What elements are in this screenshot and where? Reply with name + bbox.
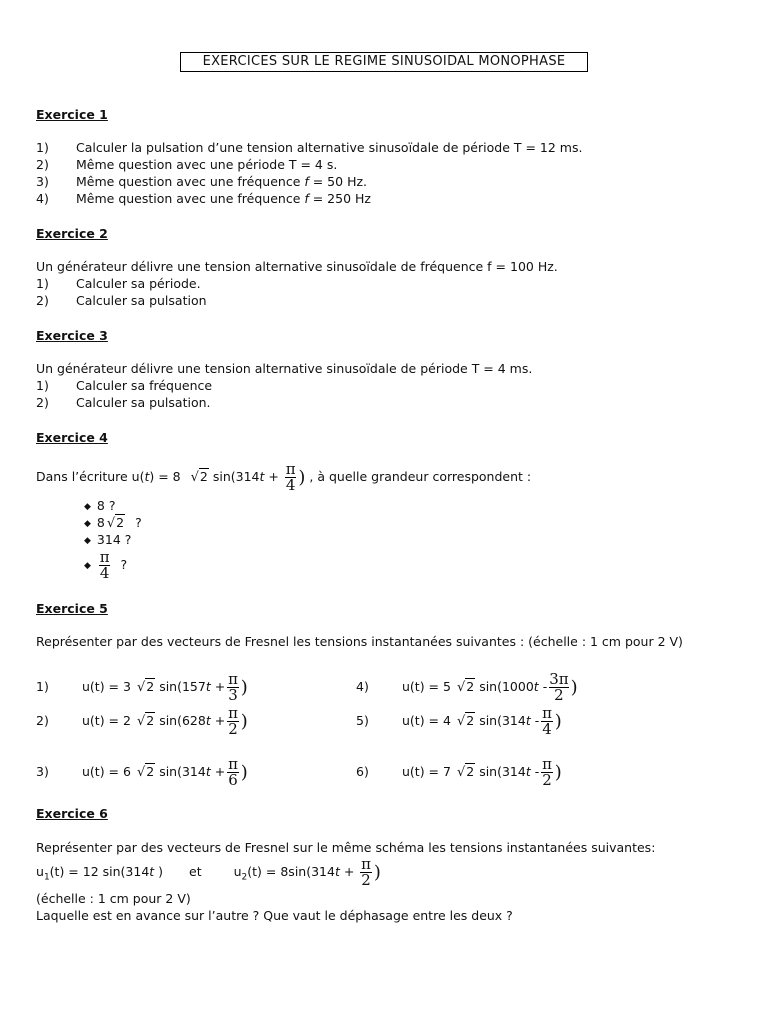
ex5-eq-num: π [228, 704, 238, 722]
ex5-eq-number: 1) [36, 679, 49, 694]
ex5-eq-num: π [542, 755, 552, 773]
ex2-q1-number: 1) [36, 276, 49, 291]
ex5-equation-5 [356, 706, 562, 737]
ex5-equation-6 [356, 757, 562, 788]
ex1-question-1 [36, 140, 582, 155]
ex5-eq-amplitude: u(t) = 5 [402, 679, 451, 694]
ex5-eq-close: ) [240, 677, 248, 698]
ex4-b2-sqrt-value: 2 [116, 515, 125, 530]
ex5-eq-sqrt-value: 2 [466, 764, 475, 779]
ex4-bullet-1 [84, 498, 115, 513]
ex5-eq-operator: - [534, 713, 540, 728]
ex5-eq-amplitude: u(t) = 3 [82, 679, 131, 694]
ex5-eq-fraction [541, 757, 553, 788]
ex6-question: Laquelle est en avance sur l’autre ? Que vaut le déphasage entre les deux ? [36, 908, 513, 923]
ex5-eq-amplitude: u(t) = 6 [82, 764, 131, 779]
ex1-q4-text: Même question avec une fréquence [76, 191, 305, 206]
ex5-eq-fraction [227, 757, 239, 788]
ex4-b2-text: 8 [96, 515, 105, 530]
ex6-u2-t: t [334, 864, 340, 879]
ex5-eq-den: 3 [228, 686, 238, 704]
ex5-eq-fraction [541, 706, 553, 737]
ex4-b4-fraction [99, 550, 111, 581]
ex5-eq-number: 6) [356, 764, 369, 779]
ex5-eq-sqrt: √2 [136, 679, 155, 695]
ex4-var-t2: t [259, 469, 265, 484]
ex5-eq-operator: + [214, 764, 226, 779]
ex5-eq-t: t [525, 713, 531, 728]
ex5-eq-operator: + [214, 713, 226, 728]
ex5-equation-4 [356, 672, 578, 703]
ex5-eq-number: 5) [356, 713, 369, 728]
ex5-eq-amplitude: u(t) = 2 [82, 713, 131, 728]
ex3-q1-text: Calculer sa fréquence [76, 378, 213, 393]
ex2-question-1 [36, 276, 201, 291]
ex2-q2-text: Calculer sa pulsation [76, 293, 207, 308]
ex5-eq-t: t [205, 713, 211, 728]
ex4-bullet-2 [84, 515, 142, 531]
ex4-intro [36, 462, 531, 493]
ex2-q2-number: 2) [36, 293, 49, 308]
ex6-u2-sub: 2 [241, 872, 248, 883]
ex6-u2-plus: + [339, 864, 355, 879]
ex4-sqrt: √2 [190, 469, 208, 485]
ex4-bullet-3 [84, 532, 131, 547]
ex4-plus: + [264, 469, 279, 484]
ex3-q2-number: 2) [36, 395, 49, 410]
ex5-eq-sin: sin(314 [479, 713, 526, 728]
ex5-eq-sqrt-value: 2 [146, 764, 155, 779]
ex4-b4-den: 4 [99, 564, 110, 582]
ex5-eq-close: ) [240, 762, 248, 783]
bullet-icon: ◆ [84, 518, 91, 529]
ex1-q3-number: 3) [36, 174, 49, 189]
ex4-close-paren: ) [298, 467, 306, 488]
ex5-eq-sin: sin(314 [159, 764, 206, 779]
ex4-amplitude: ) = 8 [149, 469, 181, 484]
exercise-2-heading: Exercice 2 [36, 226, 108, 241]
ex5-eq-fraction [227, 672, 239, 703]
ex5-intro: Représenter par des vecteurs de Fresnel les tensions instantanées suivantes : (échelle : 1 cm pour 2 V) [36, 634, 683, 649]
ex4-b2-sqrt: √2 [106, 515, 125, 531]
ex6-u1-expr: (t) = 12 sin(314 [49, 864, 150, 879]
ex5-eq-sqrt-value: 2 [466, 679, 475, 694]
ex5-eq-num: π [228, 670, 238, 688]
ex3-question-1 [36, 378, 212, 393]
ex6-intro: Représenter par des vecteurs de Fresnel sur le même schéma les tensions instantanées suivantes: [36, 840, 656, 855]
ex5-equation-2 [36, 706, 248, 737]
ex5-eq-fraction [227, 706, 239, 737]
ex5-eq-amplitude: u(t) = 4 [402, 713, 451, 728]
ex5-eq-num: π [228, 755, 238, 773]
page-title: EXERCICES SUR LE REGIME SINUSOIDAL MONOPHASE [180, 52, 588, 72]
ex5-eq-close: ) [570, 677, 578, 698]
ex1-q4-var: f [304, 191, 309, 206]
ex6-u2-close-paren: ) [373, 862, 381, 883]
ex4-var-t: t [144, 469, 150, 484]
ex4-bullet-4 [84, 550, 127, 581]
ex4-b4-num: π [99, 548, 110, 566]
ex5-eq-amplitude: u(t) = 7 [402, 764, 451, 779]
exercise-4-heading: Exercice 4 [36, 430, 108, 445]
ex2-question-2 [36, 293, 207, 308]
ex1-q2-number: 2) [36, 157, 49, 172]
ex1-q3-var: f [304, 174, 309, 189]
exercise-1-heading: Exercice 1 [36, 107, 108, 122]
ex4-sin: sin(314 [212, 469, 260, 484]
ex5-eq-sin: sin(314 [479, 764, 526, 779]
exercise-6-heading: Exercice 6 [36, 806, 108, 821]
ex2-intro: Un générateur délivre une tension alternative sinusoïdale de fréquence f = 100 Hz. [36, 259, 558, 274]
ex5-eq-sqrt: √2 [456, 764, 475, 780]
ex5-eq-sqrt-value: 2 [466, 713, 475, 728]
ex1-q1-number: 1) [36, 140, 49, 155]
ex6-u2-num: π [361, 855, 371, 873]
exercise-3-heading: Exercice 3 [36, 328, 108, 343]
ex4-b4-q: ? [120, 557, 128, 572]
ex5-eq-sqrt: √2 [136, 713, 155, 729]
ex6-u1-t: t [149, 864, 155, 879]
ex6-u2-den: 2 [361, 871, 371, 889]
ex3-question-2 [36, 395, 211, 410]
ex4-intro-text: Dans l’écriture u( [36, 469, 145, 484]
ex5-eq-num: π [542, 704, 552, 722]
ex4-sqrt-value: 2 [199, 469, 208, 484]
ex5-eq-sin: sin(628 [159, 713, 206, 728]
ex2-q1-text: Calculer sa période. [76, 276, 201, 291]
ex5-eq-operator: - [534, 764, 540, 779]
ex5-eq-den: 2 [542, 771, 552, 789]
bullet-icon: ◆ [84, 501, 91, 512]
ex5-eq-t: t [205, 679, 211, 694]
ex5-eq-den: 2 [228, 720, 238, 738]
ex5-eq-operator: - [542, 679, 548, 694]
ex5-eq-sin: sin(157 [159, 679, 206, 694]
ex5-eq-sqrt-value: 2 [146, 679, 155, 694]
ex1-q1-text: Calculer la pulsation d’une tension alternative sinusoïdale de période T = 12 ms. [76, 140, 583, 155]
ex6-equations [36, 857, 381, 888]
ex6-u2-symbol: u [233, 864, 242, 879]
ex5-eq-t: t [525, 764, 531, 779]
ex5-eq-close: ) [554, 711, 562, 732]
ex5-eq-t: t [533, 679, 539, 694]
ex5-equation-3 [36, 757, 248, 788]
ex1-q3-value: = 50 Hz. [308, 174, 367, 189]
exercise-5-heading: Exercice 5 [36, 601, 108, 616]
ex5-eq-sqrt: √2 [456, 679, 475, 695]
ex1-q3-text: Même question avec une fréquence [76, 174, 305, 189]
ex5-eq-close: ) [240, 711, 248, 732]
ex4-b1-text: 8 ? [96, 498, 116, 513]
ex6-u2-expr: (t) = 8sin(314 [247, 864, 335, 879]
ex1-question-3 [36, 174, 367, 189]
ex6-u2-fraction [360, 857, 372, 888]
ex5-eq-den: 2 [549, 687, 568, 703]
ex4-b2-q: ? [135, 515, 142, 530]
ex4-phase-fraction [285, 462, 297, 493]
ex1-question-2 [36, 157, 337, 172]
ex5-eq-den: 4 [542, 720, 552, 738]
ex4-b3-text: 314 ? [96, 532, 132, 547]
ex5-eq-close: ) [554, 762, 562, 783]
ex5-eq-sin: sin(1000 [479, 679, 534, 694]
ex5-eq-number: 2) [36, 713, 49, 728]
ex3-intro: Un générateur délivre une tension alternative sinusoïdale de période T = 4 ms. [36, 361, 533, 376]
ex1-question-4 [36, 191, 371, 206]
ex5-eq-den: 6 [228, 771, 238, 789]
ex6-et: et [189, 864, 202, 879]
ex6-u1-sub: 1 [43, 872, 50, 883]
ex4-question: , à quelle grandeur correspondent : [309, 469, 532, 484]
ex6-scale: (échelle : 1 cm pour 2 V) [36, 891, 191, 906]
ex4-frac-num: π [285, 460, 296, 478]
ex4-frac-den: 4 [285, 476, 296, 494]
ex5-eq-number: 4) [356, 679, 369, 694]
ex3-q1-number: 1) [36, 378, 49, 393]
ex5-eq-sqrt: √2 [136, 764, 155, 780]
ex5-eq-sqrt: √2 [456, 713, 475, 729]
ex5-eq-t: t [205, 764, 211, 779]
ex1-q4-number: 4) [36, 191, 49, 206]
ex6-u1-close: ) [154, 864, 164, 879]
ex5-equation-1 [36, 672, 248, 703]
ex6-u1-symbol: u [36, 864, 44, 879]
ex1-q4-value: = 250 Hz [308, 191, 371, 206]
ex5-eq-num: 3π [549, 670, 569, 688]
ex3-q2-text: Calculer sa pulsation. [76, 395, 211, 410]
ex5-eq-sqrt-value: 2 [146, 713, 155, 728]
ex5-eq-number: 3) [36, 764, 49, 779]
ex5-eq-operator: + [214, 679, 226, 694]
ex1-q2-text: Même question avec une période T = 4 s. [76, 157, 338, 172]
bullet-icon: ◆ [84, 560, 91, 571]
ex5-eq-fraction [549, 672, 568, 703]
bullet-icon: ◆ [84, 535, 91, 546]
